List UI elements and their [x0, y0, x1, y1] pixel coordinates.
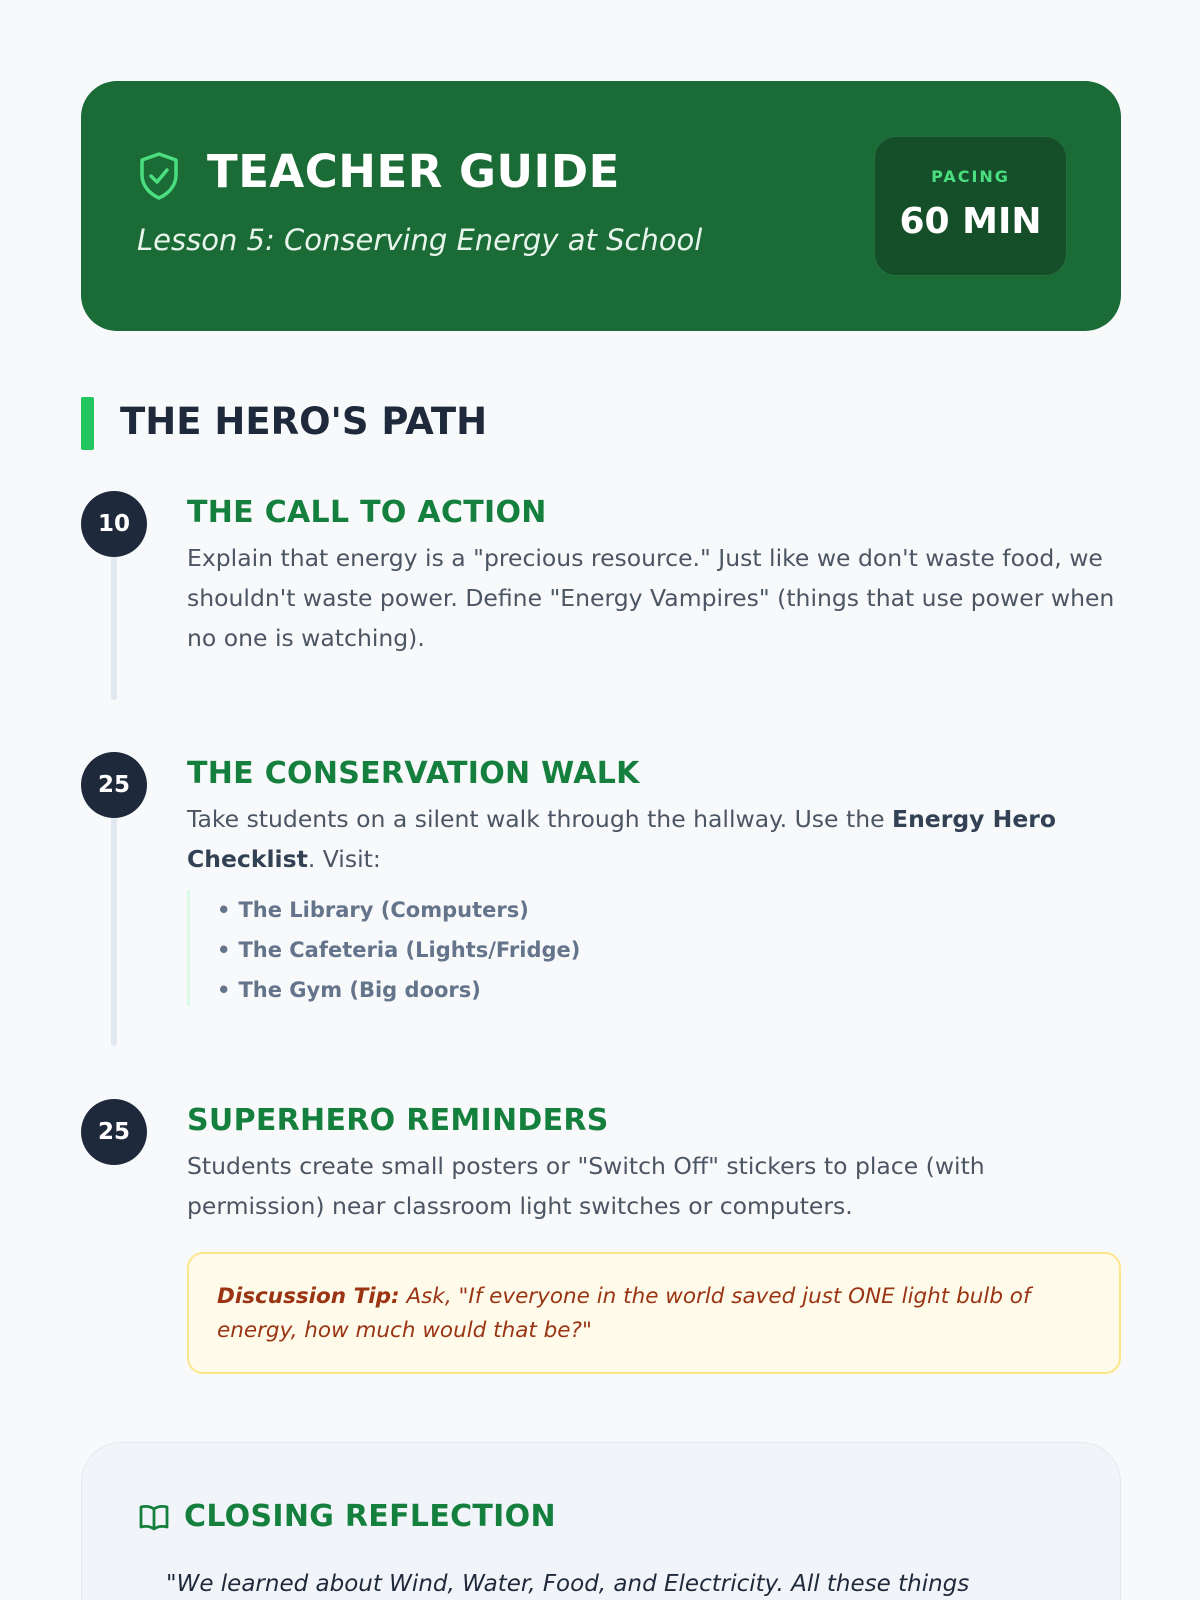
page-title: TEACHER GUIDE [207, 145, 620, 198]
pacing-label: PACING [931, 167, 1010, 186]
pacing-badge [874, 136, 1067, 276]
discussion-tip-box [187, 1252, 1121, 1374]
tip-text: Ask, "If everyone in the world saved just ONE light bulb of energy, how much would that be?" [217, 1284, 1031, 1343]
timeline-connector [111, 800, 117, 1046]
book-icon [138, 1503, 170, 1531]
step-title: THE CALL TO ACTION [187, 495, 547, 530]
step-description: Students create small posters or "Switch Off" stickers to place (with permission) near classroom light switches or computers. [187, 1152, 985, 1220]
step-minutes-badge: 10 [81, 491, 147, 557]
closing-quote: "We learned about Wind, Water, Food, and Electricity. All these things [166, 1571, 970, 1597]
step-minutes-badge: 25 [81, 1099, 147, 1165]
location-list [187, 890, 787, 1006]
list-item: • The Library (Computers) [217, 890, 787, 930]
step-title: SUPERHERO REMINDERS [187, 1103, 609, 1138]
tip-label: Discussion Tip: [217, 1284, 400, 1309]
step-minutes-badge: 25 [81, 752, 147, 818]
closing-reflection-card [81, 1442, 1121, 1600]
step-description: Explain that energy is a "precious resource." Just like we don't waste food, we shouldn't waste power. Define "Energy Vampires" (things that use power when no one is watching). [187, 544, 1115, 652]
step-title: THE CONSERVATION WALK [187, 756, 640, 791]
pacing-value: 60 MIN [899, 201, 1042, 242]
section-title: THE HERO'S PATH [120, 400, 488, 443]
section-accent-bar [81, 397, 94, 450]
closing-title: CLOSING REFLECTION [184, 1499, 556, 1534]
shield-check-icon [137, 151, 181, 201]
header-card [81, 81, 1121, 331]
list-item: • The Cafeteria (Lights/Fridge) [217, 930, 787, 970]
list-item: • The Gym (Big doors) [217, 970, 787, 1010]
step-description-text: Take students on a silent walk through the hallway. Use the [187, 805, 893, 833]
step-description-text: . Visit: [307, 845, 381, 873]
timeline-connector [111, 540, 117, 700]
lesson-subtitle: Lesson 5: Conserving Energy at School [137, 223, 703, 257]
step-description [187, 799, 1122, 879]
checklist-name: Energy Hero Checklist [187, 805, 1056, 873]
